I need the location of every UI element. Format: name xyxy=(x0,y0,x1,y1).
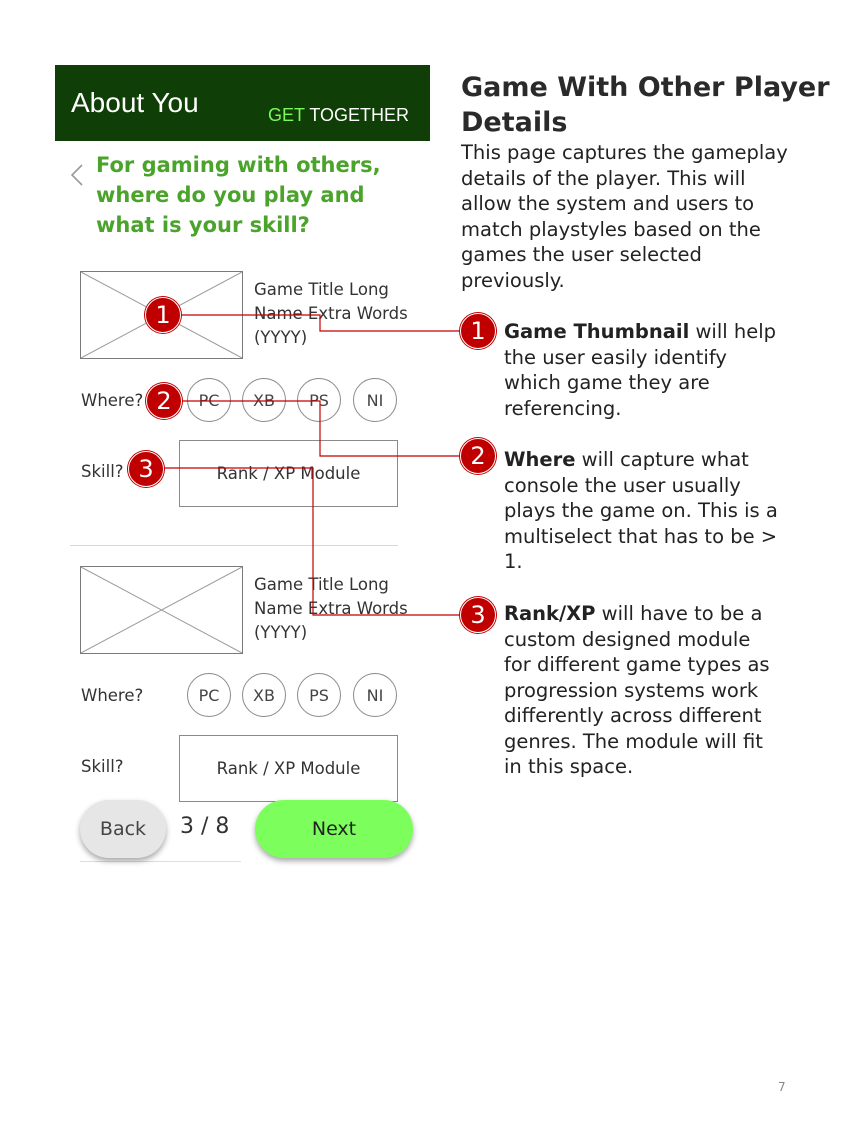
note-text-3: will have to be a custom designed module for different game types as progression systems work differently across different genres. The module will fit in this space. xyxy=(504,602,770,778)
note-3 xyxy=(504,601,782,780)
callout-badge-2: 2 xyxy=(146,383,182,419)
platform-pc-chip-1[interactable]: PC xyxy=(187,378,231,422)
platform-ni-chip-2[interactable]: NI xyxy=(353,673,397,717)
note-text-2: will capture what console the user usually plays the game on. This is a multiselect that has to be > 1. xyxy=(504,448,778,573)
platform-ni-chip-1[interactable]: NI xyxy=(353,378,397,422)
platform-xb-chip-2[interactable]: XB xyxy=(242,673,286,717)
header-title: About You xyxy=(71,87,199,118)
rank-xp-module-1[interactable]: Rank / XP Module xyxy=(179,440,398,507)
platform-xb-chip-1[interactable]: XB xyxy=(242,378,286,422)
doc-intro: This page captures the gameplay details of the player. This will allow the system and users to match playstyles based on the games the user selected previously. xyxy=(461,141,788,292)
where-label-2: Where? xyxy=(81,686,144,705)
skill-label-1: Skill? xyxy=(81,462,124,481)
callout-badge-3: 3 xyxy=(128,451,164,487)
header-tagline xyxy=(268,105,409,126)
app-header xyxy=(55,65,430,141)
header-tag-highlight: GET xyxy=(268,105,305,125)
note-2 xyxy=(504,447,782,575)
where-label-1: Where? xyxy=(81,391,144,410)
note-term-3: Rank/XP xyxy=(504,602,596,625)
header-tag-rest: TOGETHER xyxy=(304,105,410,125)
question-heading: For gaming with others, where do you play and what is your skill? xyxy=(96,153,381,237)
platform-ps-chip-2[interactable]: PS xyxy=(297,673,341,717)
section-divider xyxy=(70,545,398,546)
note-badge-3: 3 xyxy=(460,597,496,633)
callout-badge-1: 1 xyxy=(145,297,181,333)
doc-title: Game With Other Player Details xyxy=(461,72,830,138)
note-term-1: Game Thumbnail xyxy=(504,320,690,343)
note-term-2: Where xyxy=(504,448,576,471)
game-title-2: Game Title Long Name Extra Words (YYYY) xyxy=(254,575,408,642)
skill-label-2: Skill? xyxy=(81,757,124,776)
rank-xp-module-2[interactable]: Rank / XP Module xyxy=(179,735,398,802)
page-number: 7 xyxy=(778,1080,786,1094)
next-thumbnail-edge xyxy=(80,861,241,868)
game-title-1: Game Title Long Name Extra Words (YYYY) xyxy=(254,280,408,347)
chevron-left-icon[interactable] xyxy=(70,163,84,187)
platform-pc-chip-2[interactable]: PC xyxy=(187,673,231,717)
back-button[interactable]: Back xyxy=(80,800,166,858)
page-counter: 3 / 8 xyxy=(180,814,230,839)
platform-ps-chip-1[interactable]: PS xyxy=(297,378,341,422)
note-text-1: will help the user easily identify which game they are referencing. xyxy=(504,320,777,420)
note-1 xyxy=(504,319,782,421)
note-badge-1: 1 xyxy=(460,313,496,349)
next-button[interactable]: Next xyxy=(255,800,413,858)
game-thumbnail-2 xyxy=(80,566,243,654)
note-badge-2: 2 xyxy=(460,438,496,474)
